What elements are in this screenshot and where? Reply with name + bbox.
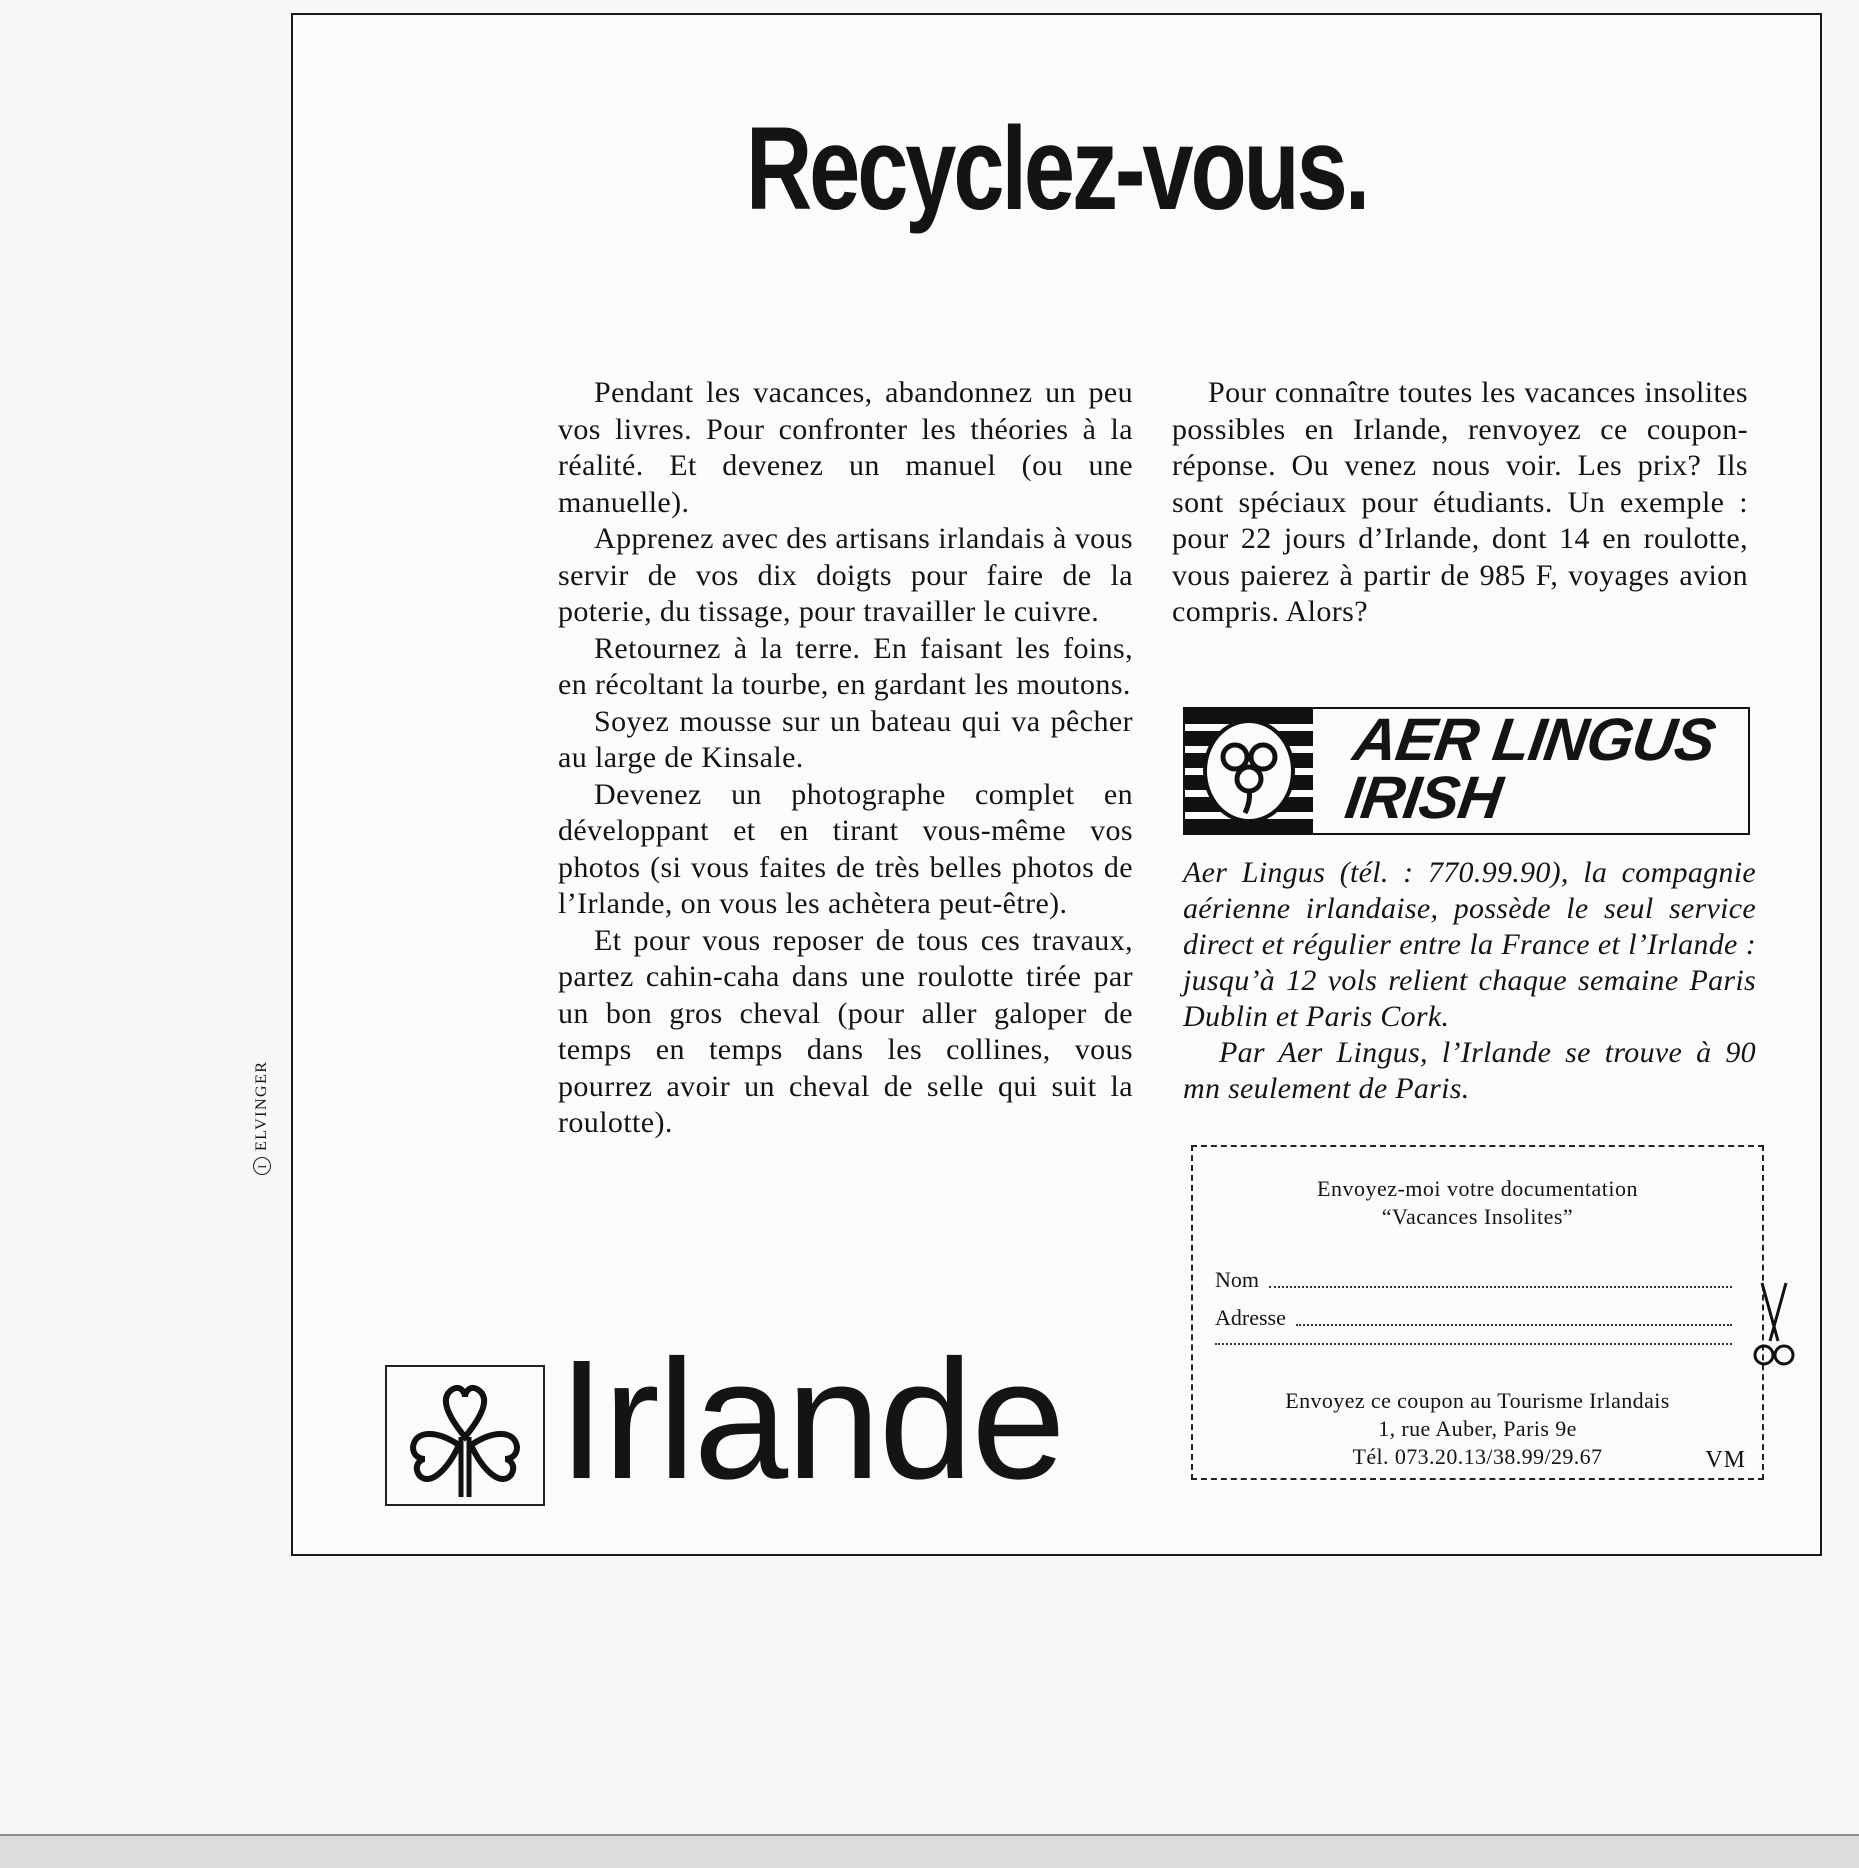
coupon-request-line: Envoyez-moi votre documentation bbox=[1317, 1176, 1638, 1201]
address-line[interactable] bbox=[1296, 1324, 1732, 1326]
send-address: 1, rue Auber, Paris 9e bbox=[1378, 1416, 1577, 1441]
coupon-code: VM bbox=[1705, 1447, 1746, 1473]
logo-circle bbox=[1203, 719, 1295, 823]
advertisement-frame bbox=[253, 13, 1822, 1556]
name-label: Nom bbox=[1215, 1267, 1259, 1292]
irlande-logo-box bbox=[385, 1365, 545, 1506]
name-field[interactable] bbox=[1215, 1267, 1732, 1293]
address-label: Adresse bbox=[1215, 1305, 1286, 1330]
coupon-request bbox=[1193, 1175, 1762, 1231]
headline: Recyclez-vous. bbox=[745, 103, 1368, 235]
address-field-extra[interactable] bbox=[1215, 1343, 1732, 1350]
send-line: Envoyez ce coupon au Tourisme Irlandais bbox=[1285, 1388, 1670, 1413]
aer-lingus-text bbox=[1183, 855, 1756, 1107]
aer-lingus-logo bbox=[1183, 707, 1750, 835]
address-field[interactable] bbox=[1215, 1305, 1732, 1331]
shamrock-icon bbox=[387, 1367, 543, 1504]
scissors-icon bbox=[1752, 1279, 1796, 1371]
paragraph: Pour connaître toutes les vacances insolites possibles en Irlande, renvoyez ce coupon-réponse. Ou venez nous voir. Les prix? Ils sont spéciaux pour étudiants. Un exemple : pour 22 jours d’Irlande, dont 14 en roulotte, vous paierez à partir de 985 F, voyages avion compris. Alors? bbox=[1172, 376, 1748, 628]
brand-name: Irlande bbox=[558, 1325, 1064, 1515]
send-phone: Tél. 073.20.13/38.99/29.67 bbox=[1352, 1444, 1603, 1469]
paragraph: Par Aer Lingus, l’Irlande se trouve à 90 mn seulement de Paris. bbox=[1183, 1036, 1756, 1105]
shamrock-icon bbox=[1215, 735, 1283, 815]
right-column bbox=[1172, 375, 1748, 631]
wordmark-line2: IRISH bbox=[1341, 764, 1506, 831]
paragraph: Soyez mousse sur un bateau qui va pêcher au large de Kinsale. bbox=[558, 704, 1133, 774]
name-line[interactable] bbox=[1269, 1286, 1732, 1288]
credit-name: ELVINGER bbox=[253, 1060, 270, 1151]
address-line-2[interactable] bbox=[1215, 1343, 1732, 1345]
paragraph: Retournez à la terre. En faisant les foins, en récoltant la tourbe, en gardant les moutons. bbox=[558, 631, 1133, 701]
coupon-send-info bbox=[1193, 1387, 1762, 1471]
paragraph: Devenez un photographe complet en développant et en tirant vous-même vos photos (si vous faites de très belles photos de l’Irlande, on vous les achètera peut-être). bbox=[558, 777, 1133, 920]
photo-credit bbox=[253, 1060, 271, 1175]
wordmark-line1: AER LINGUS bbox=[1349, 706, 1719, 773]
paragraph: Apprenez avec des artisans irlandais à vous servir de vos dix doigts pour faire de la poterie, du tissage, pour travailler le cuivre. bbox=[558, 522, 1133, 628]
paragraph: Et pour vous reposer de tous ces travaux, partez cahin-caha dans une roulotte tirée par un bon gros cheval (pour aller galoper de temps en temps dans les collines, vous pourrez avoir un cheval de selle qui suit la roulotte). bbox=[558, 923, 1133, 1139]
aer-lingus-wordmark bbox=[1341, 706, 1719, 831]
reply-coupon bbox=[1191, 1145, 1764, 1480]
coupon-request-title: “Vacances Insolites” bbox=[1381, 1204, 1574, 1229]
left-column bbox=[558, 375, 1133, 1142]
page-bottom-edge bbox=[0, 1834, 1859, 1868]
paragraph: Aer Lingus (tél. : 770.99.90), la compagnie aérienne irlandaise, possède le seul service direct et régulier entre la France et l’Irlande : jusqu’à 12 vols relient chaque semaine Paris Dublin et Paris Cork. bbox=[1183, 856, 1756, 1033]
paragraph: Pendant les vacances, abandonnez un peu vos livres. Pour confronter les théories à la réalité. Et devenez un manuel (ou une manuelle). bbox=[558, 376, 1133, 519]
credit-mark: I bbox=[253, 1157, 271, 1175]
